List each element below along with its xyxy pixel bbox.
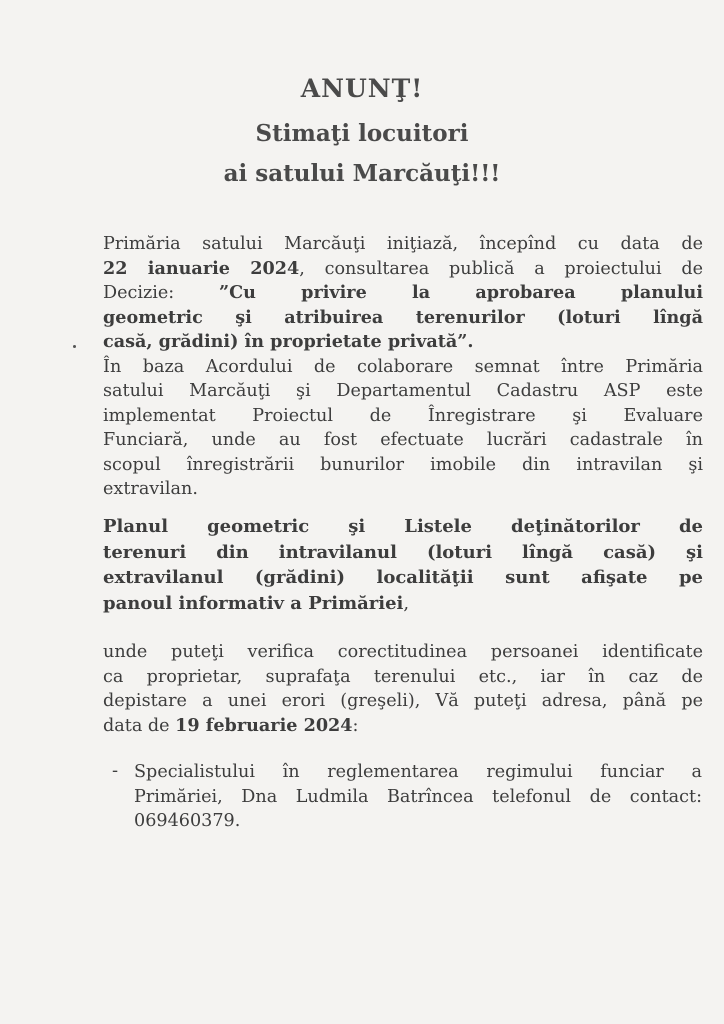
text-line: unde puteţi verifica corectitudinea persoanei identificate (103, 642, 703, 662)
text-line: scopul înregistrării bunurilor imobile din intravilan şi (103, 454, 703, 475)
text-line: În baza Acordului de colaborare semnat între Primăria (103, 356, 703, 377)
text-line: Decizie: ”Cu privire la aprobarea planului (103, 282, 704, 303)
text-line: terenuri din intravilanul (loturi lîngă casă) şi (103, 541, 703, 563)
greeting-line-2: ai satului Marcăuţi!!! (223, 160, 501, 187)
text-line: ca proprietar, suprafaţa terenului etc., iar în caz de (103, 666, 703, 687)
text-line: Funciară, unde au fost efectuate lucrări cadastrale în (103, 430, 703, 450)
text-line: casă, grădini) în proprietate privată”. (103, 331, 474, 352)
text-line: Specialistului în reglementarea regimului funciar a (134, 762, 702, 782)
contact-list-item (134, 760, 702, 834)
text-line: depistare a unei erori (greşeli), Vă puteţi adresa, până pe (103, 691, 703, 711)
decision-title: ”Cu privire la aprobarea planului (218, 282, 704, 303)
scan-speck (73, 345, 76, 348)
list-bullet: - (112, 760, 119, 781)
text-line: geometric şi atribuirea terenurilor (loturi lîngă (103, 306, 703, 328)
greeting-line-1: Stimaţi locuitori (255, 120, 469, 147)
text-line: panoul informativ a Primăriei, (103, 592, 410, 614)
start-date: 22 ianuarie 2024 (103, 257, 300, 279)
deadline-date: 19 februarie 2024 (175, 714, 353, 736)
paragraph-intro (103, 232, 703, 502)
text-line: extravilanul (grădini) localităţii sunt afişate pe (103, 567, 703, 588)
paragraph-plan-notice (103, 514, 703, 616)
paragraph-verification (103, 640, 703, 738)
text-line: implementat Proiectul de Înregistrare şi Evaluare (103, 405, 703, 426)
text-line: Primăria satului Marcăuţi iniţiază, începînd cu data de (103, 234, 703, 254)
contact-phone: 069460379. (134, 811, 241, 831)
text-line: satului Marcăuţi şi Departamentul Cadastru ASP este (103, 381, 703, 401)
text-line: data de 19 februarie 2024: (103, 714, 359, 736)
text-line: extravilan. (103, 479, 198, 499)
text-line: Primăriei, Dna Ludmila Batrîncea telefonul de contact: (134, 786, 702, 807)
text-line: Planul geometric şi Listele deţinătorilor de (103, 516, 703, 537)
text-line: 22 ianuarie 2024, consultarea publică a proiectului de (103, 257, 704, 279)
announcement-title: ANUNŢ! (300, 74, 424, 103)
